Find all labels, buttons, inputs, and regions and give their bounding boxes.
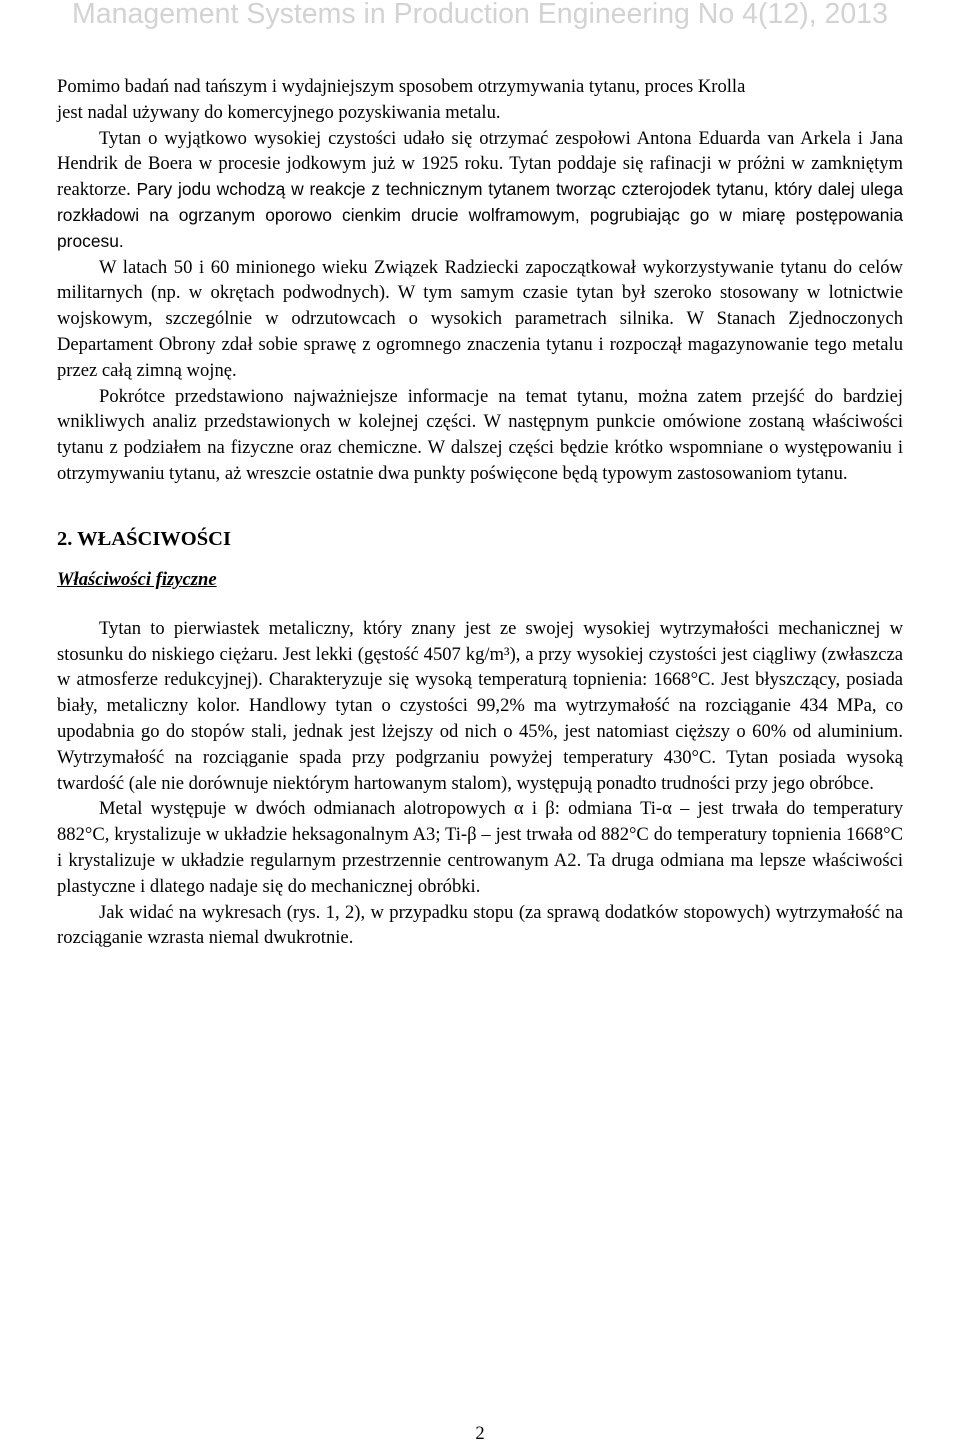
intro-paragraph-4: Pokrótce przedstawiono najważniejsze informacje na temat tytanu, można zatem przejść do bardziej wnikliwych analiz przedstawionych w kolejnej części. W następnym punkcie omówione zostaną właściwości tytanu z podziałem na fizyczne oraz chemiczne. W dalszej części będzie krótko wspomniane o występowaniu i otrzymywaniu tytanu, aż wreszcie ostatnie dwa punkty poświęcone będą typowym zastosowaniom tytanu. [57,385,903,484]
intro-paragraph-2 [57,126,903,255]
section-paragraph-3: Jak widać na wykresach (rys. 1, 2), w przypadku stopu (za sprawą dodatków stopowych) wytrzymałość na rozciąganie wzrasta niemal dwukrotnie. [57,901,903,949]
running-header: Management Systems in Production Engineering No 4(12), 2013 [72,0,888,30]
section-body [57,616,903,951]
intro-paragraph-2-sans: Pary jodu wchodzą w reakcje z technicznym tytanem tworząc czterojodek tytanu, który dalej ulega rozkładowi na ogrzanym oporowo cienkim drucie wolframowym, pogrubiając go w miarę postępowania procesu. [57,179,903,251]
subsection-heading: Właściwości fizyczne [57,568,217,590]
intro-paragraph-1-line-2: jest nadal używany do komercyjnego pozyskiwania metalu. [57,101,501,123]
intro-paragraph-1 [57,74,903,126]
page-content [57,74,903,951]
intro-paragraph-2-serif: Tytan o wyjątkowo wysokiej czystości udało się otrzymać zespołowi Antona Eduarda van Arkela i Jana Hendrik de Boera w procesie jodkowym już w 1925 roku. Tytan poddaje się rafinacji w próżni w zamkniętym reaktorze. [57,127,903,201]
page-number: 2 [475,1423,485,1444]
section-heading: 2. WŁAŚCIWOŚCI [57,527,231,550]
intro-paragraph-3: W latach 50 i 60 minionego wieku Związek Radziecki zapoczątkował wykorzystywanie tytanu do celów militarnych (np. w okrętach podwodnych). W tym samym czasie tytan był szeroko stosowany w lotnictwie wojskowym, szczególnie w odrzutowcach o wysokich parametrach silnika. W Stanach Zjednoczonych Departament Obrony zdał sobie sprawę z ogromnego znaczenia tytanu i rozpoczął magazynowanie tego metalu przez całą zimną wojnę. [57,256,903,381]
section-paragraph-2: Metal występuje w dwóch odmianach alotropowych α i β: odmiana Ti-α – jest trwała do temperatury 882°C, krystalizuje w układzie heksagonalnym A3; Ti-β – jest trwała od 882°C do temperatury topnienia 1668°C i krystalizuje w układzie regularnym przestrzennie centrowanym A2. Ta druga odmiana ma lepsze właściwości plastyczne i dlatego nadaje się do mechanicznej obróbki. [57,798,903,897]
section-paragraph-1: Tytan to pierwiastek metaliczny, który znany jest ze swojej wysokiej wytrzymałości mechanicznej w stosunku do niskiego ciężaru. Jest lekki (gęstość 4507 kg/m³), a przy wysokiej czystości jest ciągliwy (zwłaszcza w atmosferze redukcyjnej). Charakteryzuje się wysoką temperaturą topnienia: 1668°C. Jest błyszczący, posiada biały, metaliczny kolor. Handlowy tytan o czystości 99,2% ma wytrzymałość na rozciąganie 434 MPa, co upodabnia go do stopów stali, jednak jest lżejszy od nich o 45%, jest natomiast cięższy o 60% od aluminium. Wytrzymałość na rozciąganie spada przy podgrzaniu powyżej temperatury 430°C. Tytan posiada wysoką twardość (ale nie dorównuje niektórym hartowanym stalom), występują ponadto trudności przy jego obróbce. [57,617,903,794]
intro-paragraph-1-line-1: Pomimo badań nad tańszym i wydajniejszym sposobem otrzymywania tytanu, proces Krolla [57,76,746,97]
